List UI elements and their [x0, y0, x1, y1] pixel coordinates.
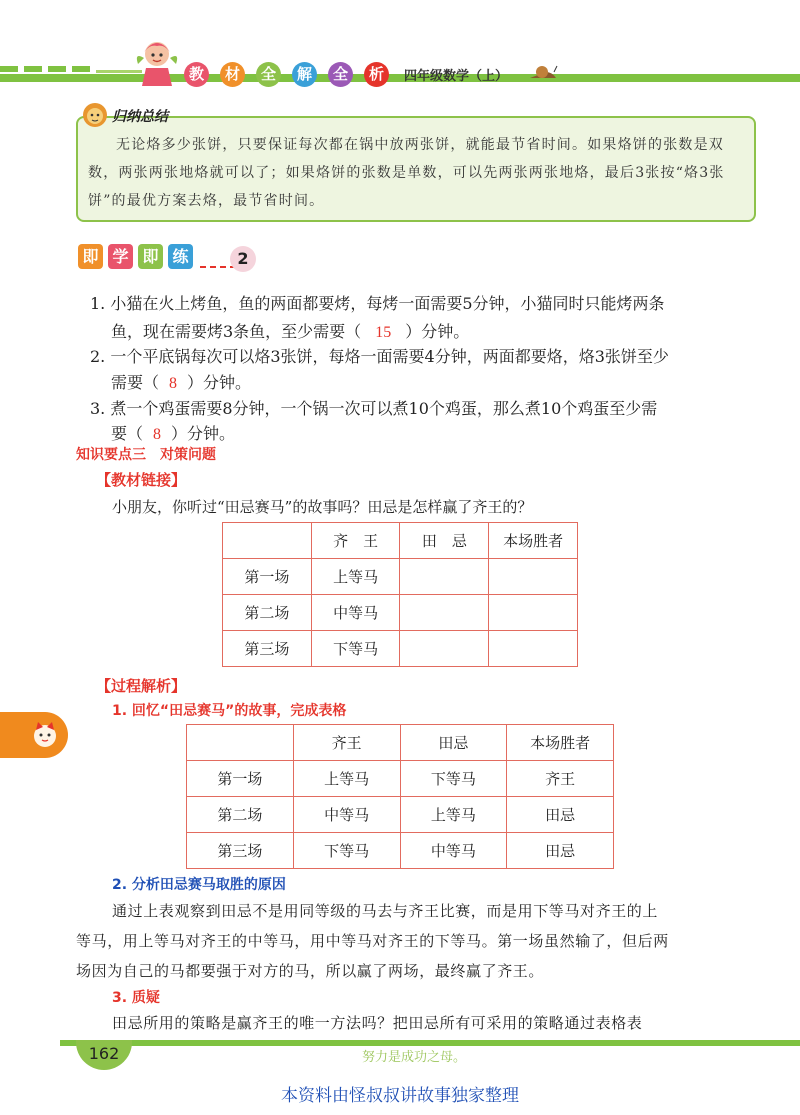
- table-cell: 第一场: [187, 761, 294, 797]
- table-cell: 第三场: [187, 833, 294, 869]
- header-logo-char: 解: [292, 62, 317, 87]
- table-cell: 下等马: [311, 631, 400, 667]
- step-2-paragraph-line: 场因为自己的马都要强于对方的马，所以赢了两场，最终赢了齐王。: [76, 962, 545, 980]
- lion-mascot-icon: [80, 101, 110, 129]
- table-header-cell: 田 忌: [400, 523, 489, 559]
- question-2-prefix: 需要（: [111, 373, 160, 392]
- question-2-suffix: ）分钟。: [187, 373, 252, 392]
- table-header-cell: 齐王: [293, 725, 400, 761]
- page-number: 162: [88, 1044, 120, 1063]
- practice-header-char: 学: [108, 244, 133, 269]
- step-2-paragraph-line: 等马，用上等马对齐王的中等马，用中等马对齐王的下等马。第一场虽然输了，但后两: [76, 932, 669, 950]
- fairy-mascot-icon: [134, 38, 180, 88]
- practice-header-char: 练: [168, 244, 193, 269]
- process-label: 【过程解析】: [96, 677, 187, 695]
- summary-text: 无论烙多少张饼，只要保证每次都在锅中放两张饼，就能最节省时间。如果烙饼的张数是双数，两张两张地烙就可以了；如果烙饼的张数是单数，可以先两张两张地烙，最后3张按“烙3张饼”的最优方案去烙，最节省时间。: [88, 137, 725, 209]
- question-3-answer: 8: [153, 426, 162, 443]
- table-cell: 下等马: [400, 761, 507, 797]
- question-1-prefix: 鱼，现在需要烤3条鱼，至少需要（: [111, 322, 362, 341]
- header-logo-char: 教: [184, 62, 209, 87]
- step-2-paragraph-line: 通过上表观察到田忌不是用同等级的马去与齐王比赛，而是用下等马对齐王的上: [112, 902, 659, 920]
- cat-mascot-icon: [30, 720, 60, 750]
- table-header-cell: 本场胜者: [489, 523, 578, 559]
- table-row: [223, 631, 578, 667]
- table-header-row: [223, 523, 578, 559]
- question-1-suffix: ）分钟。: [405, 322, 470, 341]
- table-cell: [400, 559, 489, 595]
- table-cell: 第一场: [223, 559, 312, 595]
- table-cell: 第二场: [187, 797, 294, 833]
- table-header-cell: [187, 725, 294, 761]
- header-logo-char: 全: [256, 62, 281, 87]
- table-cell: 上等马: [293, 761, 400, 797]
- snail-icon: [528, 62, 558, 80]
- table-cell: [489, 595, 578, 631]
- footer-motto: 努力是成功之母。: [362, 1050, 467, 1065]
- step-1-title: 1. 回忆“田忌赛马”的故事，完成表格: [112, 703, 347, 719]
- table-cell: 下等马: [293, 833, 400, 869]
- header-decoration: [72, 66, 90, 72]
- table-cell: 中等马: [311, 595, 400, 631]
- header-bar: [0, 74, 800, 82]
- table-cell: [489, 631, 578, 667]
- table-cell: [400, 631, 489, 667]
- table-header-row: [187, 725, 614, 761]
- header-decoration: [24, 66, 42, 72]
- table-cell: 田忌: [507, 797, 614, 833]
- question-2-line-2: [111, 370, 251, 393]
- step-3-title: 3. 质疑: [112, 990, 160, 1006]
- header-logo-char: 析: [364, 62, 389, 87]
- table-row: [187, 797, 614, 833]
- question-3-line-2: [111, 421, 235, 444]
- header-subtitle: 四年级数学（上）: [404, 69, 509, 84]
- table-cell: 中等马: [293, 797, 400, 833]
- header-logo-char: 全: [328, 62, 353, 87]
- step-3-paragraph-line: 田忌所用的策略是赢齐王的唯一方法吗？把田忌所有可采用的策略通过表格表: [112, 1014, 643, 1032]
- table-row: [223, 595, 578, 631]
- table-cell: 第三场: [223, 631, 312, 667]
- summary-title: 归纳总结: [112, 109, 168, 125]
- practice-header-char: 即: [78, 244, 103, 269]
- question-2-answer: 8: [169, 375, 178, 392]
- step-2-title: 2. 分析田忌赛马取胜的原因: [112, 877, 286, 893]
- question-1-answer: 15: [375, 324, 392, 341]
- question-1-line-2: [111, 319, 469, 342]
- question-3-suffix: ）分钟。: [171, 424, 236, 443]
- table-row: [223, 559, 578, 595]
- question-3-prefix: 要（: [111, 424, 144, 443]
- header-decoration: [0, 66, 18, 72]
- question-3-line-1: 3. 煮一个鸡蛋需要8分钟，一个锅一次可以煮10个鸡蛋，那么煮10个鸡蛋至少需: [90, 399, 658, 418]
- empty-race-table: [222, 522, 578, 667]
- table-cell: 齐王: [507, 761, 614, 797]
- footer-credit: 本资料由怪叔叔讲故事独家整理: [281, 1086, 519, 1106]
- question-1-line-1: 1. 小猫在火上烤鱼，鱼的两面都要烤，每烤一面需要5分钟，小猫同时只能烤两条: [90, 294, 665, 313]
- table-cell: 中等马: [400, 833, 507, 869]
- practice-divider: [200, 266, 236, 268]
- table-row: [187, 761, 614, 797]
- table-cell: [489, 559, 578, 595]
- header-decoration: [48, 66, 66, 72]
- table-cell: [400, 595, 489, 631]
- header-logo-char: 材: [220, 62, 245, 87]
- table-header-cell: 本场胜者: [507, 725, 614, 761]
- table-cell: 田忌: [507, 833, 614, 869]
- textbook-link-label: 【教材链接】: [96, 471, 187, 489]
- filled-race-table: [186, 724, 614, 869]
- practice-header-char: 即: [138, 244, 163, 269]
- table-cell: 第二场: [223, 595, 312, 631]
- textbook-question: 小朋友，你听过“田忌赛马”的故事吗？田忌是怎样赢了齐王的？: [112, 498, 533, 516]
- knowledge-title: 知识要点三 对策问题: [76, 447, 216, 463]
- table-cell: 上等马: [311, 559, 400, 595]
- practice-number: 2: [230, 246, 256, 272]
- question-2-line-1: 2. 一个平底锅每次可以烙3张饼，每烙一面需要4分钟，两面都要烙，烙3张饼至少: [90, 347, 669, 366]
- table-row: [187, 833, 614, 869]
- table-cell: 上等马: [400, 797, 507, 833]
- table-header-cell: 田忌: [400, 725, 507, 761]
- table-header-cell: 齐 王: [311, 523, 400, 559]
- table-header-cell: [223, 523, 312, 559]
